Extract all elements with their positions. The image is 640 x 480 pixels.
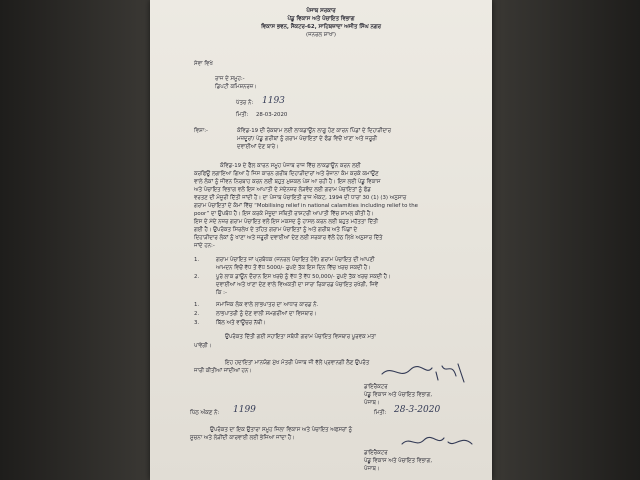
subject-line-2: ਮਜ਼ਦੂਰਾਂ/ ਪੇਂਡੂ ਗਰੀਬਾਂ ਨੂੰ ਗਰਾਮ ਪੰਚਾਇਤਾਂ ਦੇ ਫੰਡ ਵਿਚੋਂ ਖਾਣਾ ਅਤੇ ਜਰੂਰੀ [237, 136, 378, 142]
item-line: ਗਰਾਮ ਪੰਚਾਇਤ ਜਾਂ ਪ੍ਰਬੰਧਕ (ਜਨਰਲ ਪੰਚਾਇਤ ਹੋਵੇ) ਗਰਾਮ ਪੰਚਾਇਤ ਦੀ ਆਪਣੀ [216, 257, 375, 263]
item-line: ਪੂਰੇ ਲਾਕ ਡਾਊਨ ਦੌਰਾਨ ਇਸ ਖਰਚੇ ਨੂੰ ਵੱਧ ਤੋਂ ਵੱਧ 50,000/- ਰੁਪਏ ਤੱਕ ਖਰਚ ਸਕਦੀ ਹੈ। [216, 274, 391, 280]
recipient-line-1: ਰਾਜ ਦੇ ਸਮੂਹ:- [215, 76, 245, 82]
body-line: ਜਾਰੀ ਕੀਤੀਆਂ ਜਾਂਦੀਆਂ ਹਨ। [194, 368, 252, 374]
date-value: 28-03-2020 [256, 112, 288, 118]
background-right [490, 0, 640, 480]
subitem-text: ਸਮਾਜਿਕ ਲੋਕ ਵਾਲੇ ਲਾਭਪਾਤਰ ਦਾ ਆਧਾਰ ਕਾਰਡ ਨੰ. [216, 302, 319, 308]
body-line: ਦਿਹਾੜੀਦਾਰ ਲੋਕਾਂ ਨੂੰ ਖਾਣਾ ਅਤੇ ਜਰੂਰੀ ਦਵਾਈਆਂ ਦੇਣ ਲਈ ਸਰਕਾਰ ਵੱਲੋਂ ਹੇਠ ਲਿਖੇ ਅਨੁਸਾਰ ਦਿੱਤੇ [194, 235, 383, 241]
signature-2-scribble [398, 432, 478, 452]
endorsement-date: 28-3-2020 [394, 405, 441, 415]
body-line: ਇਸ ਦੇ ਮੱਦੇ ਨਜ਼ਰ ਗਰਾਮ ਪੰਚਾਇਤ ਵਲੋਂ ਇਸ ਮਕਸਦ ਨੂੰ ਹਾਸਲ ਕਰਨ ਲਈ ਬਹੁਤ ਮਹੱਤਤਾ ਦਿੱਤੀ [194, 219, 378, 225]
item-line: ਆਮਦਨ ਵਿਚੋਂ ਵੱਧ ਤੋਂ ਵੱਧ 5000/- ਰੁਪਏ ਤੱਕ ਇਸ ਦਿਨ ਵਿੱਚ ਖਰਚ ਸਕਦੀ ਹੈ। [216, 265, 371, 271]
body-line: ਕੋਵਿਡ-19 ਦੇ ਫੈਲ ਕਾਰਨ ਸਮੂਹ ਪੰਜਾਬ ਰਾਜ ਵਿੱਚ ਲਾਕਡਾਊਨ ਕਰਨ ਲਈ [220, 163, 361, 169]
subject-line-1: ਕੋਵਿਡ-19 ਦੀ ਰੋਕਥਾਮ ਲਈ ਲਾਕਡਾਊਨ ਲਾਗੂ ਹੋਣ ਕਾਰਨ ਪਿੰਡਾਂ ਦੇ ਦਿਹਾੜੀਦਾਰ [237, 128, 392, 134]
subject-line-3: ਦਵਾਈਆਂ ਦੇਣ ਬਾਰੇ। [237, 144, 279, 150]
header-line-1: ਪੰਜਾਬ ਸਰਕਾਰ [306, 8, 336, 14]
subject-label: ਵਿਸ਼ਾ:- [194, 128, 209, 134]
subitem-text: ਬਿੱਲ ਅਤੇ ਵਾਊਚਰ ਨੱਥੀ। [216, 320, 266, 326]
item-line: ਕਿ :- [216, 290, 227, 296]
signature-1-scribble [378, 360, 470, 386]
endorsement-label: ਪਿੱਠ ਅੰਕਣ ਨੰ: [190, 410, 220, 416]
background-left [0, 0, 150, 480]
endorsement-line-1: ਉਪਰੋਕਤ ਦਾ ਇਕ ਉਤਾਰਾ ਸਮੂਹ ਜਿਲਾ ਵਿਕਾਸ ਅਤੇ ਪੰਚਾਇਤ ਅਫਸਰਾਂ ਨੂੰ [210, 427, 353, 433]
signature-2-state: ਪੰਜਾਬ। [364, 466, 380, 472]
signature-2-designation: ਡਾਇਰੈਕਟਰ [364, 450, 388, 456]
subitem-number: 1. [194, 302, 200, 308]
recipient-line-2: ਡਿਪਟੀ ਕਮਿਸ਼ਨਰਜ਼। [215, 84, 257, 90]
body-line: ਜਾਂਦੇ ਹਨ:- [194, 243, 215, 249]
body-line: ਕਰਫਿਊ ਲਗਾਇਆ ਗਿਆ ਹੈ ਜਿਸ ਕਾਰਨ ਗਰੀਬ ਦਿਹਾੜੀਦਾਰਾਂ ਅਤੇ ਰੋਜ਼ਾਨਾ ਕੰਮ ਕਰਕੇ ਕਮਾਉਣ [194, 171, 379, 177]
signature-1-state: ਪੰਜਾਬ। [364, 400, 380, 406]
subitem-number: 2. [194, 311, 200, 317]
endorsement-number: 1199 [233, 405, 256, 415]
body-line: ਇਹ ਹਦਾਇਤਾਂ ਮਾਨਯੋਗ ਮੁੱਖ ਮੰਤਰੀ ਪੰਜਾਬ ਜੀ ਵੱਲੋਂ ਪ੍ਰਵਾਨਗੀ ਲੈਣ ਉਪਰੰਤ [225, 360, 370, 366]
item-number: 1. [194, 257, 200, 263]
endorsement-date-label: ਮਿਤੀ: [374, 410, 387, 416]
seva-vikhe: ਸੇਵਾ ਵਿਖੇ [194, 61, 213, 67]
body-line: poor” ਦਾ ਉਪਬੰਧ ਹੈ। ਇਸ ਕਰਕੇ ਮੌਜੂਦਾ ਸਥਿਤੀ ਰਾਸ਼ਟਰੀ ਆਪਾਤੀ ਵਿੱਚ ਸ਼ਾਮਲ ਕੀਤੀ ਹੈ। [194, 211, 374, 217]
memo-label: ਪੱਤਰ ਨੰ: [236, 100, 254, 106]
subitem-number: 3. [194, 320, 200, 326]
body-line: ਉਪਰੋਕਤ ਦਿੱਤੀ ਗਈ ਸਹਾਇਤਾ ਸਬੰਧੀ ਗਰਾਮ ਪੰਚਾਇਤ ਵਿਸਥਾਰ ਪੂਰਵਕ ਮਤਾ [225, 334, 376, 340]
item-line: ਦਵਾਈਆਂ ਅਤੇ ਖਾਣਾ ਦੇਣ ਵਾਲੇ ਵਿਅਕਤੀ ਦਾ ਸਾਰਾ ਰਿਕਾਰਡ ਪੰਚਾਇਤ ਰਖੇਗੀ, ਜਿਵੇਂ [216, 282, 378, 288]
signature-1-dept: ਪੇਂਡੂ ਵਿਕਾਸ ਅਤੇ ਪੰਚਾਇਤ ਵਿਭਾਗ, [364, 392, 433, 398]
memo-number: 1193 [262, 96, 285, 106]
signature-1-designation: ਡਾਇਰੈਕਟਰ [364, 384, 388, 390]
body-line: ਗਈ ਹੈ। ਉਪਰੋਕਤ ਸਿਰਲੇਖ ਦੇ ਤਹਿਤ ਗਰਾਮ ਪੰਚਾਇਤਾਂ ਨੂੰ ਅਤੇ ਗਰੀਬ ਅਤੇ ਪਿੰਡਾਂ ਦੇ [194, 227, 358, 233]
header-line-2: ਪੇਂਡੂ ਵਿਕਾਸ ਅਤੇ ਪੰਚਾਇਤ ਵਿਭਾਗ [287, 16, 355, 22]
document-page [150, 0, 492, 480]
header-line-4: (ਜਨਰਲ ਸ਼ਾਖਾ) [306, 32, 336, 38]
signature-2-dept: ਪੇਂਡੂ ਵਿਕਾਸ ਅਤੇ ਪੰਚਾਇਤ ਵਿਭਾਗ, [364, 458, 433, 464]
item-number: 2. [194, 274, 200, 280]
body-line: ਪਾਵੇਗੀ। [194, 343, 212, 349]
header-line-3: ਵਿਕਾਸ ਭਵਨ, ਸੈਕਟਰ-62, ਸਾਹਿਬਜ਼ਾਦਾ ਅਜੀਤ ਸਿੰਘ ਨਗਰ [261, 24, 381, 30]
body-line: ਵਰਤਣ ਦੀ ਮੰਜੂਰੀ ਦਿੱਤੀ ਜਾਂਦੀ ਹੈ। ਦਾ ਪੰਜਾਬ ਪੰਚਾਇਤੀ ਰਾਜ ਐਕਟ, 1994 ਦੀ ਧਾਰਾ 30 (1) (3) ਅਨੁਸਾਰ [194, 195, 407, 201]
date-label: ਮਿਤੀ: [236, 112, 249, 118]
body-line: ਵਾਲੇ ਲੋਕਾਂ ਨੂੰ ਜੀਵਨ ਨਿਰਬਾਹ ਕਰਨ ਲਈ ਬਹੁਤ ਮੁਸ਼ਕਲ ਪੇਸ਼ ਆ ਰਹੀ ਹੈ। ਇਸ ਲਈ ਪੇਂਡੂ ਵਿਕਾਸ [194, 179, 381, 185]
endorsement-line-2: ਸੂਚਨਾ ਅਤੇ ਲੋੜੀਂਦੀ ਕਾਰਵਾਈ ਲਈ ਭੇਜਿਆ ਜਾਂਦਾ ਹੈ। [190, 435, 295, 441]
body-line: ਅਤੇ ਪੰਚਾਇਤ ਵਿਭਾਗ ਵਲੋਂ ਇਸ ਆਪਾਤੀ ਦੇ ਮੱਦੇਨਜ਼ਰ ਲੋੜਵੰਦ ਲਈ ਗਰਾਮ ਪੰਚਾਇਤਾਂ ਨੂੰ ਫੰਡ [194, 187, 371, 193]
body-line: ਗਰਾਮ ਪੰਚਾਇਤਾਂ ਦੇ ਕੰਮਾਂ ਵਿੱਚ “Mobilising relief in national calamities including relief to the [194, 203, 419, 209]
subitem-text: ਲਾਭਪਾਤਰੀ ਨੂੰ ਦੇਣ ਵਾਲੀ ਸਮਗਰੀਆਂ ਦਾ ਵਿਸਥਾਰ। [216, 311, 317, 317]
